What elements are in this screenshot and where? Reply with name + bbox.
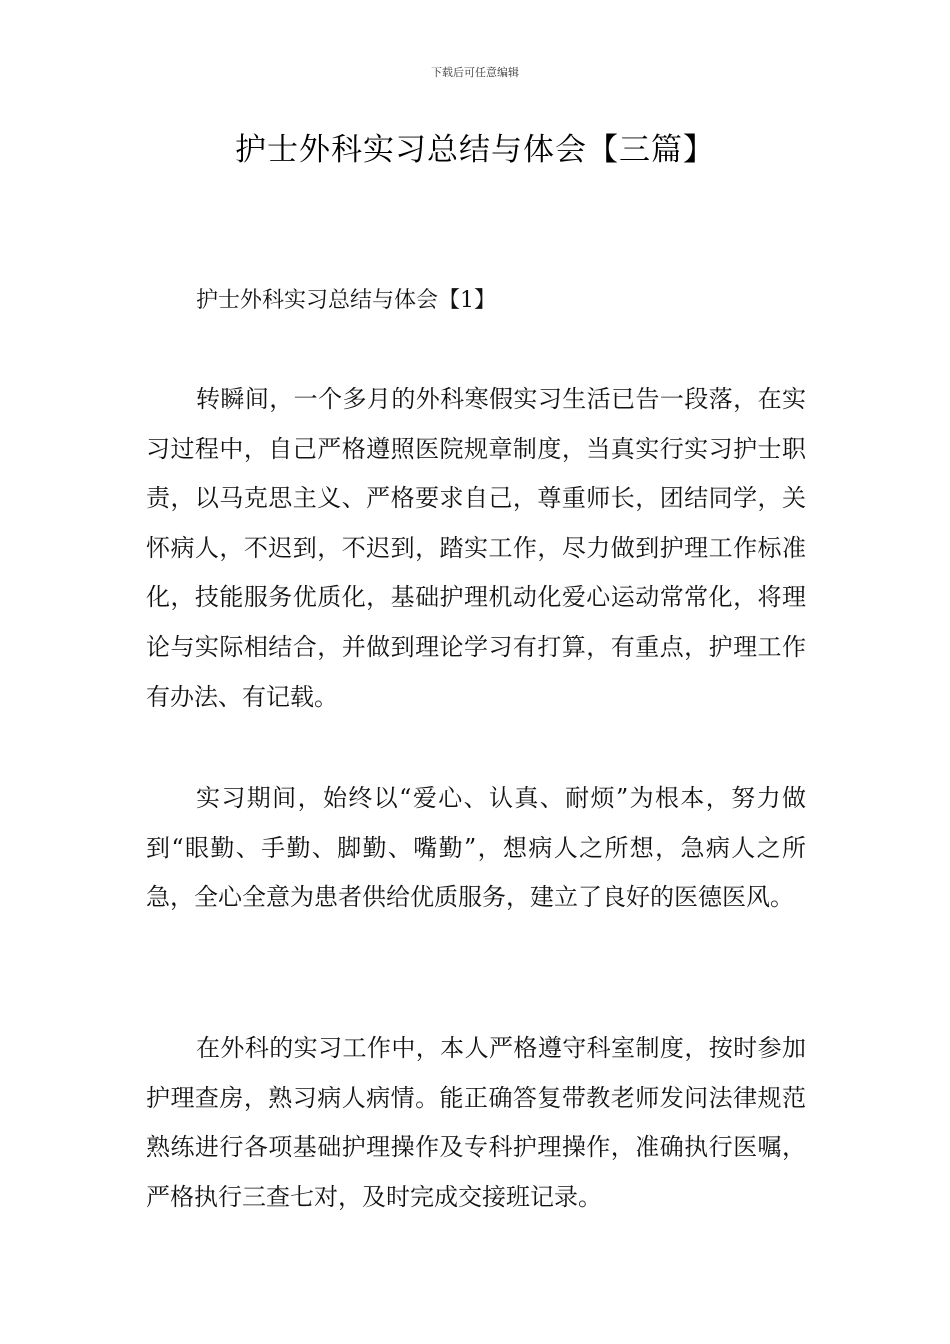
body-paragraph-3: 在外科的实习工作中，本人严格遵守科室制度，按时参加护理查房，熟习病人病情。能正确答复带教老师发问法律规范熟练进行各项基础护理操作及专科护理操作，准确执行医嘱，严格执行三查七对，及时完成交接班记录。 [146, 1034, 806, 1211]
document-title: 护士外科实习总结与体会【三篇】 [235, 132, 715, 168]
body-paragraph-2: 实习期间，始终以“爱心、认真、耐烦”为根本，努力做到“眼勤、手勤、脚勤、嘴勤”，想病人之所想，急病人之所急，全心全意为患者供给优质服务，建立了良好的医德医风。 [146, 784, 806, 912]
body-paragraph-1: 转瞬间，一个多月的外科寒假实习生活已告一段落，在实习过程中，自己严格遵照医院规章制度，当真实行实习护士职责，以马克思主义、严格要求自己，尊重师长，团结同学，关怀病人，不迟到，不迟到，踏实工作，尽力做到护理工作标准化，技能服务优质化，基础护理机动化爱心运动常常化，将理论与实际相结合，并做到理论学习有打算，有重点，护理工作有办法、有记载。 [146, 385, 806, 711]
header-note: 下载后可任意编辑 [431, 66, 519, 79]
section-heading: 护士外科实习总结与体会【1】 [196, 288, 496, 313]
